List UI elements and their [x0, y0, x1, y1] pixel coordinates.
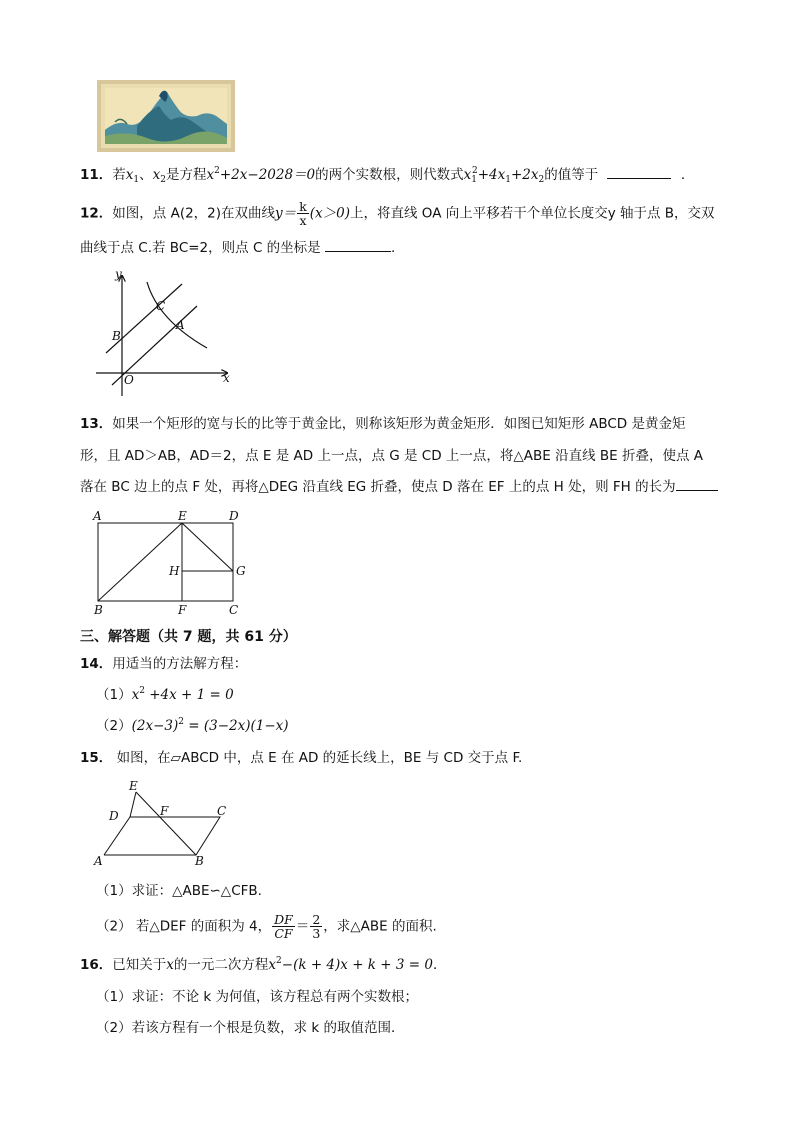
- question-13-line-3: 落在 BC 边上的点 F 处，再将△DEG 沿直线 EG 折叠，使点 D 落在 EF 上的点 H 处，则 FH 的长为: [80, 478, 718, 496]
- label-h: H: [169, 564, 180, 578]
- label-e: E: [178, 509, 187, 523]
- label-a: A: [94, 854, 103, 868]
- fraction-df-over-cf: $\frac{DF}{CF}$: [274, 912, 293, 941]
- figure-13-golden-rectangle: [90, 508, 250, 618]
- question-11: 11．若$x_1$、$x_2$是方程$x^2+2x-2028=0$的两个实数根，则代数式$x_1^2+4x_1+2x_2$的值等于 ．: [80, 166, 695, 185]
- question-16: 16．已知关于x的一元二次方程$x^2-(k + 4)x + k + 3 = 0$．: [80, 956, 447, 973]
- question-number: 12．: [80, 205, 113, 222]
- label-f: F: [178, 603, 187, 617]
- question-13-line-2: 形，且 AD＞AB，AD＝2，点 E 是 AD 上一点，点 G 是 CD 上一点，将△ABE 沿直线 BE 折叠，使点 A: [80, 448, 704, 464]
- question-15-part-2: （2） 若△DEF 的面积为 4， $\frac{DF}{CF}$ ＝ $\frac{2}{3}$ ，求△ABE 的面积.: [96, 912, 437, 941]
- question-14: 14．用适当的方法解方程：: [80, 656, 248, 672]
- fraction-2-over-3: $\frac{2}{3}$: [312, 912, 321, 941]
- label-c: C: [229, 603, 239, 617]
- question-14-part-1: $(1)x^2 +4x + 1 = 0$: [96, 686, 234, 703]
- figure-12-hyperbola: [92, 268, 242, 398]
- landscape-painting-image: [97, 80, 235, 152]
- question-13-line-1: 13．如果一个矩形的宽与长的比等于黄金比，则称该矩形为黄金矩形．如图已知矩形 ABCD 是黄金矩: [80, 416, 686, 432]
- label-f: F: [160, 804, 169, 818]
- label-a: A: [93, 509, 102, 523]
- figure-15-parallelogram: [92, 778, 242, 868]
- label-y: y: [115, 268, 122, 281]
- question-15-part-1: （1）求证：△ABE∽△CFB.: [96, 883, 262, 899]
- label-e: E: [129, 779, 138, 793]
- label-b: B: [112, 329, 121, 343]
- question-number: 13．: [80, 416, 113, 432]
- question-16-part-1: （1）求证：不论 k 为何值，该方程总有两个实数根；: [96, 989, 418, 1005]
- label-a: A: [176, 318, 185, 332]
- question-16-part-2: （2）若该方程有一个根是负数，求 k 的取值范围．: [96, 1020, 405, 1036]
- label-x: x: [223, 371, 230, 385]
- label-g: G: [236, 564, 246, 578]
- answer-blank[interactable]: [325, 239, 391, 252]
- label-b: B: [94, 603, 103, 617]
- question-15: 15． 如图，在▱ABCD 中，点 E 在 AD 的延长线上，BE 与 CD 交于点 F.: [80, 750, 523, 766]
- label-b: B: [195, 854, 204, 868]
- fraction-k-over-x: $\frac{k}{x}$: [299, 199, 307, 228]
- hyperbola-curve: [147, 282, 207, 348]
- label-c: C: [156, 299, 166, 313]
- label-d: D: [229, 509, 239, 523]
- question-number: 15．: [80, 750, 113, 766]
- question-number: 16．: [80, 957, 113, 973]
- section-heading: 三、解答题（共 7 题，共 61 分）: [80, 629, 297, 645]
- answer-blank[interactable]: [676, 478, 718, 491]
- question-14-part-2: $(2)(2x-3)^2 = (3-2x)(1-x)$: [96, 717, 289, 734]
- label-o: O: [124, 373, 134, 387]
- question-12-line-2: 曲线于点 C.若 BC=2，则点 C 的坐标是 .: [80, 240, 396, 256]
- label-d: D: [109, 809, 119, 823]
- question-12-line-1: 12．如图，点 A(2，2)在双曲线y＝ $\frac{k}{x}$ (x＞0)上，将直线 OA 向上平移若干个单位长度交y 轴于点 B，交双: [80, 199, 715, 228]
- question-number: 11．: [80, 167, 113, 183]
- label-c: C: [217, 804, 227, 818]
- answer-blank[interactable]: [607, 166, 671, 179]
- question-number: 14．: [80, 656, 113, 672]
